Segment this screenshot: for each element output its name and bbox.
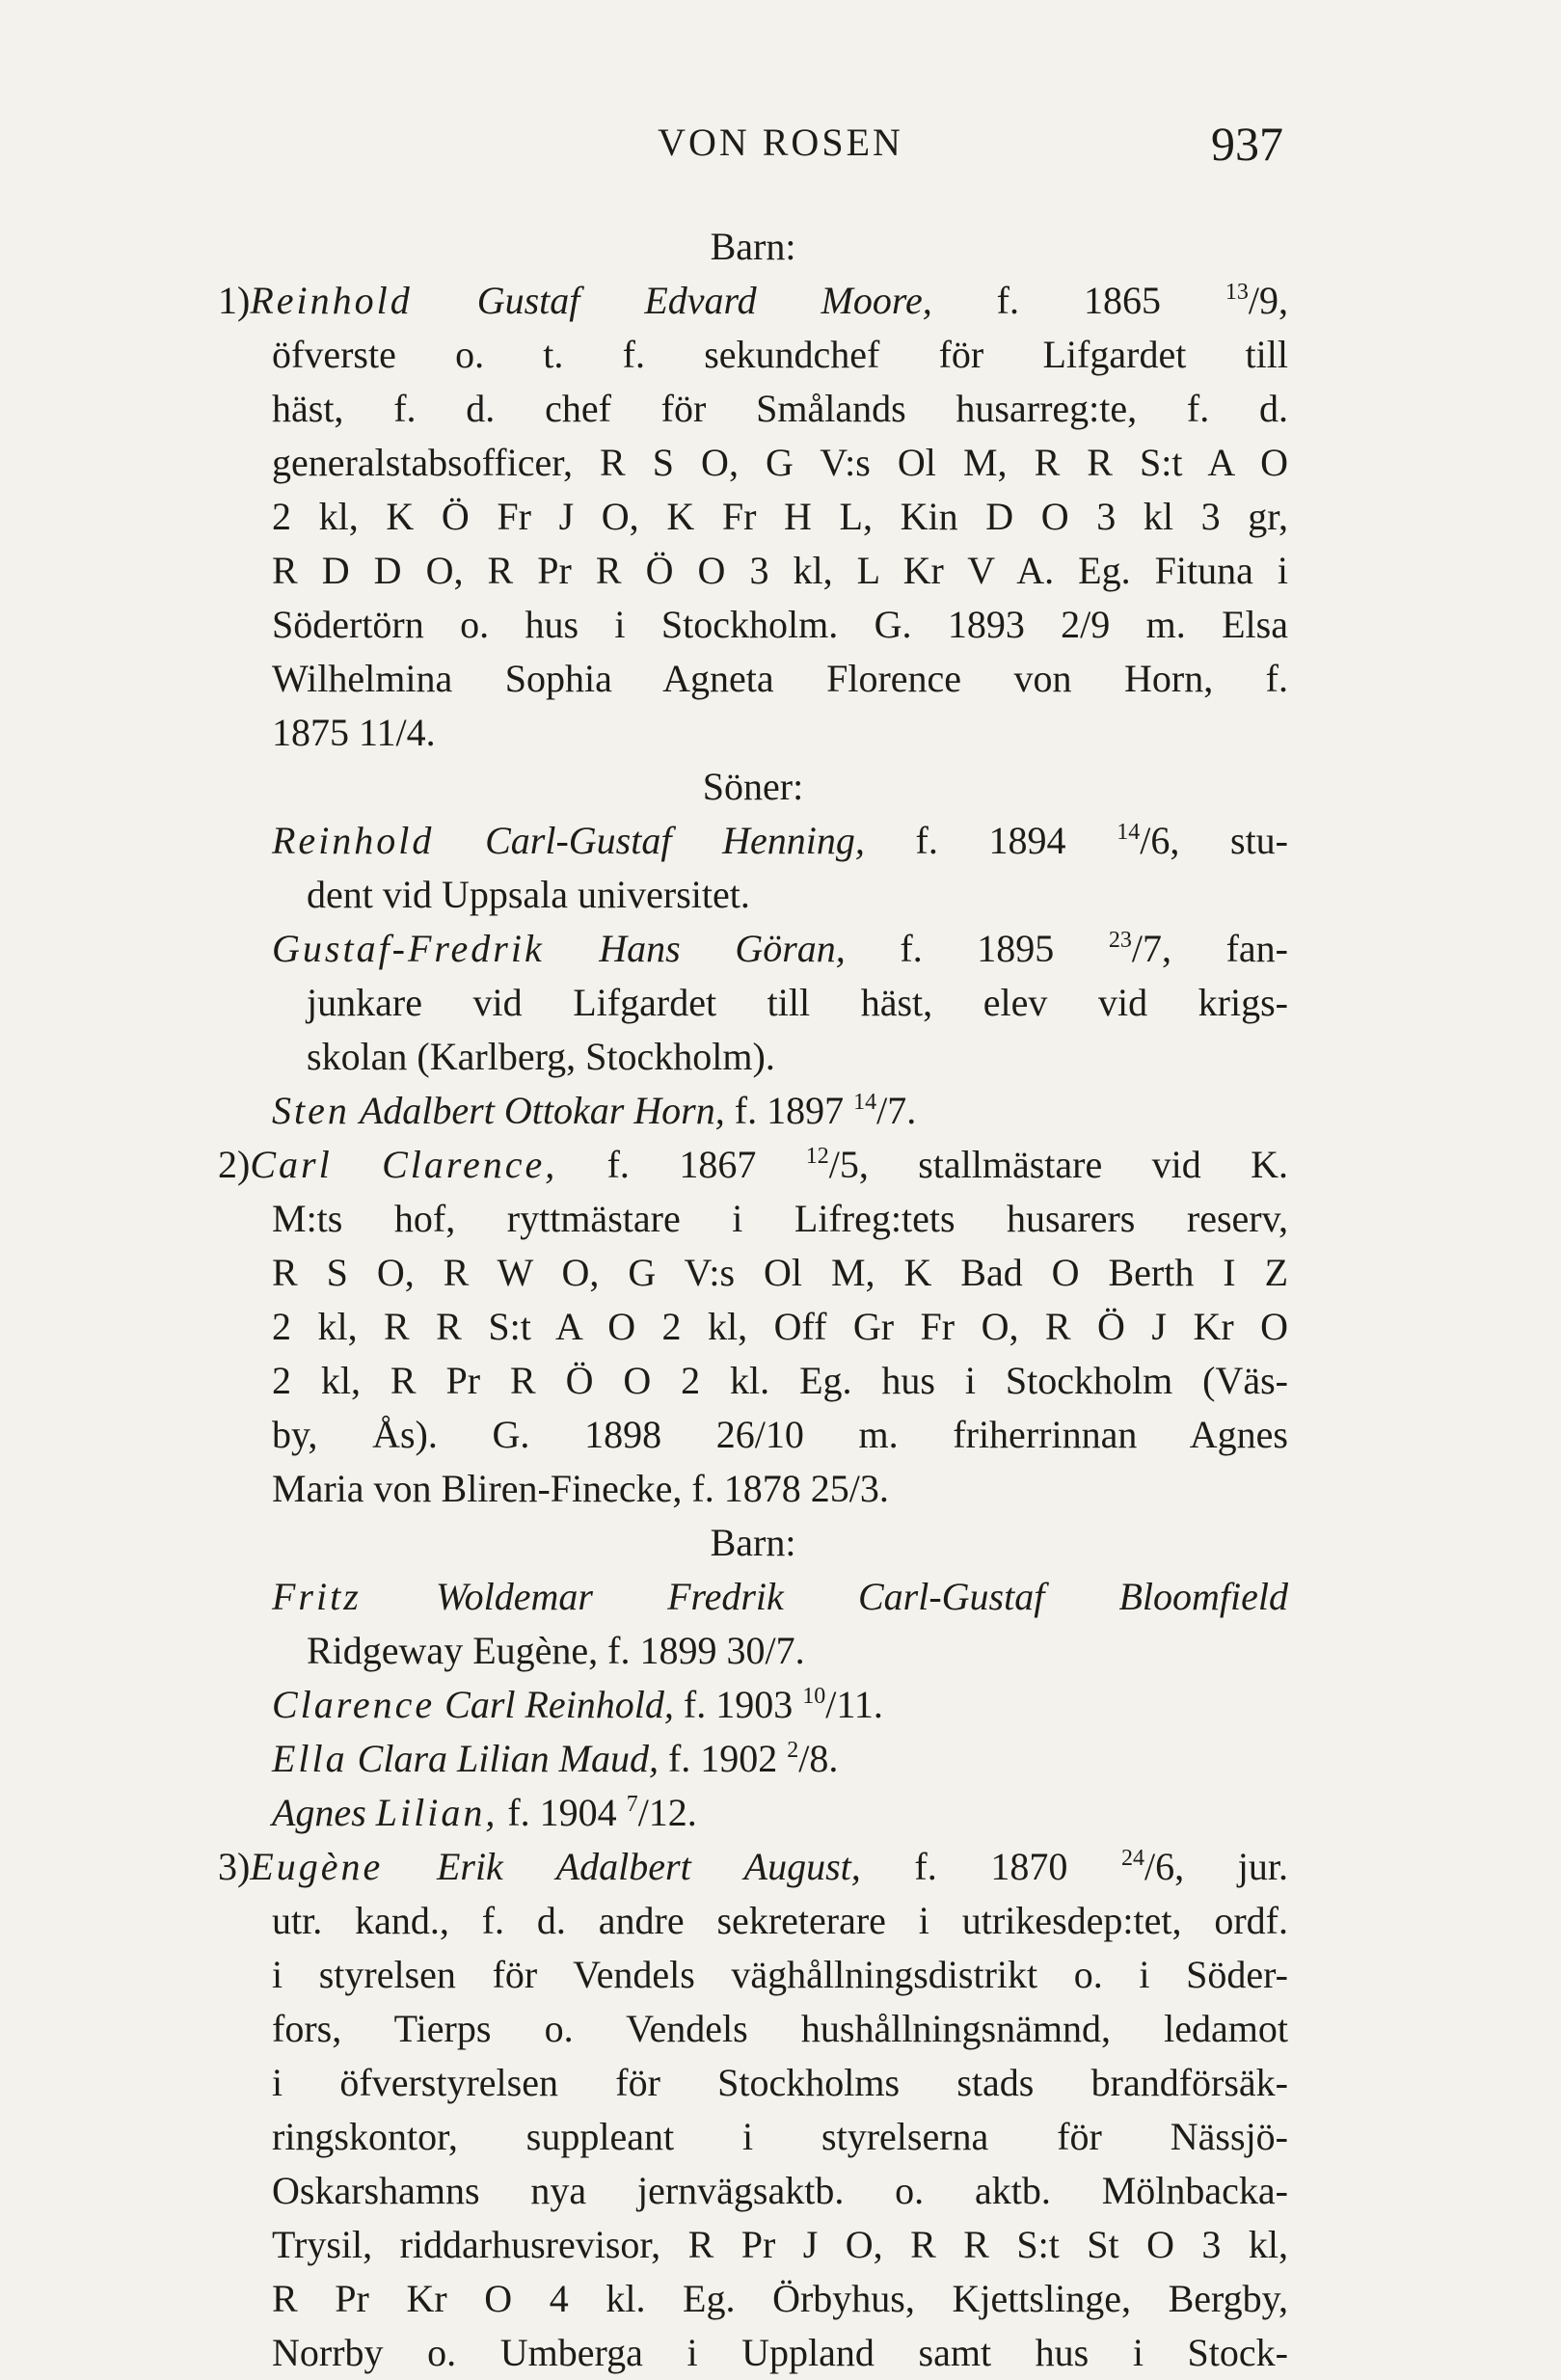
- person-given-names: Woldemar Fredrik Carl-Gustaf Bloomfield: [435, 1575, 1289, 1618]
- entry-line: 2 kl, R Pr R Ö O 2 kl. Eg. hus i Stockholm (Väs-: [272, 1359, 1288, 1402]
- birth-month: /9,: [1248, 279, 1289, 322]
- birth-month: /6, stu-: [1140, 819, 1288, 862]
- birth-day: 12: [805, 1144, 829, 1169]
- entry-line: i öfverstyrelsen för Stockholms stads brandförsäk-: [272, 2061, 1288, 2104]
- child-1-heading: [218, 1570, 1288, 1624]
- birth-month: /12.: [637, 1791, 697, 1834]
- running-title: VON ROSEN: [658, 121, 903, 164]
- birth-day: 14: [1117, 820, 1141, 845]
- entry-marker: 2): [218, 1143, 251, 1186]
- birth-date: f. 1865: [996, 279, 1161, 322]
- entry-line: häst, f. d. chef för Smålands husarreg:te, f. d.: [272, 387, 1288, 430]
- child-2-heading: [218, 1678, 1288, 1732]
- person-given-names: Clarence,: [382, 1143, 558, 1186]
- birth-month: /11.: [825, 1683, 883, 1726]
- section-heading-barn: Barn:: [710, 1521, 796, 1564]
- entry-line: ringskontor, suppleant i styrelserna för Nässjö-: [272, 2115, 1288, 2158]
- birth-date: f. 1897: [734, 1089, 845, 1132]
- entry-line: R D D O, R Pr R Ö O 3 kl, L Kr V A. Eg. Fituna i: [272, 549, 1288, 592]
- entry-line: Oskarshamns nya jernvägsaktb. o. aktb. Mölnbacka-: [272, 2169, 1288, 2212]
- entry-line: skolan (Karlberg, Stockholm).: [307, 1035, 775, 1078]
- birth-day: 13: [1225, 280, 1249, 305]
- son-2-heading: [218, 922, 1288, 976]
- person-given-names: Carl-Gustaf Henning,: [485, 819, 865, 862]
- page-header: [0, 116, 1561, 174]
- birth-date: f. 1895: [900, 927, 1055, 970]
- genealogy-text: [218, 220, 1288, 2380]
- birth-day: 10: [802, 1684, 826, 1709]
- entry-line: Södertörn o. hus i Stockholm. G. 1893 2/9 m. Elsa: [272, 603, 1288, 646]
- entry-1-heading: [218, 274, 1288, 328]
- entry-line: 1875 11/4.: [272, 711, 436, 754]
- person-given-names: Erik Adalbert August,: [436, 1845, 861, 1888]
- entry-3-heading: [218, 1840, 1288, 1894]
- person-name: Reinhold: [272, 819, 435, 862]
- entry-line: junkare vid Lifgardet till häst, elev vid krigs-: [307, 981, 1288, 1024]
- birth-day: 23: [1108, 928, 1132, 953]
- birth-day: 2: [787, 1738, 799, 1763]
- birth-month: /7, fan-: [1131, 927, 1289, 970]
- person-given-names: Carl Reinhold,: [444, 1683, 674, 1726]
- person-given-names: Adalbert Ottokar Horn,: [359, 1089, 725, 1132]
- entry-line: Maria von Bliren-Finecke, f. 1878 25/3.: [272, 1467, 889, 1510]
- entry-line: R S O, R W O, G V:s Ol M, K Bad O Berth I Z: [272, 1251, 1288, 1294]
- person-name: Fritz: [272, 1575, 362, 1618]
- person-name: Eugène: [250, 1845, 384, 1888]
- entry-line: öfverste o. t. f. sekundchef för Lifgardet till: [272, 333, 1288, 376]
- entry-marker: 1): [218, 279, 251, 322]
- entry-line: M:ts hof, ryttmästare i Lifreg:tets husarers reserv,: [272, 1197, 1288, 1240]
- person-name: Carl: [250, 1143, 333, 1186]
- entry-2-heading: [218, 1138, 1288, 1192]
- person-name: Sten: [272, 1089, 350, 1132]
- person-given-names: Lilian,: [375, 1791, 498, 1834]
- person-name: Reinhold: [250, 279, 413, 322]
- page-number: 937: [1211, 117, 1283, 171]
- son-1-heading: [218, 814, 1288, 868]
- birth-date: f. 1903: [683, 1683, 794, 1726]
- person-given-names: Hans Göran,: [599, 927, 846, 970]
- entry-line: Wilhelmina Sophia Agneta Florence von Horn, f.: [272, 657, 1288, 700]
- birth-day: 7: [626, 1792, 638, 1817]
- child-4-heading: [218, 1786, 1288, 1840]
- section-heading-soner: Söner:: [702, 765, 804, 808]
- person-name: Agnes: [272, 1791, 366, 1834]
- entry-line: Ridgeway Eugène, f. 1899 30/7.: [307, 1629, 805, 1672]
- entry-line: Norrby o. Umberga i Uppland samt hus i Stock-: [272, 2331, 1288, 2374]
- entry-line: R Pr Kr O 4 kl. Eg. Örbyhus, Kjettslinge, Bergby,: [272, 2277, 1288, 2320]
- entry-line: utr. kand., f. d. andre sekreterare i utrikesdep:tet, ordf.: [272, 1899, 1288, 1942]
- birth-date: f. 1904: [507, 1791, 617, 1834]
- birth-date: f. 1894: [915, 819, 1066, 862]
- entry-line: dent vid Uppsala universitet.: [307, 873, 750, 916]
- birth-day: 24: [1121, 1846, 1145, 1871]
- birth-month: /5, stallmästare vid K.: [828, 1143, 1289, 1186]
- person-name: Ella: [272, 1737, 348, 1780]
- son-3-heading: [218, 1084, 1288, 1138]
- birth-month: /8.: [798, 1737, 839, 1780]
- birth-date: f. 1902: [667, 1737, 778, 1780]
- birth-month: /7.: [876, 1089, 917, 1132]
- entry-line: generalstabsofficer, R S O, G V:s Ol M, R R S:t A O: [272, 441, 1288, 484]
- entry-line: by, Ås). G. 1898 26/10 m. friherrinnan Agnes: [272, 1413, 1288, 1456]
- person-given-names: Gustaf Edvard Moore,: [476, 279, 932, 322]
- entry-marker: 3): [218, 1845, 251, 1888]
- entry-line: i styrelsen för Vendels väghållningsdistrikt o. i Söder-: [272, 1953, 1288, 1996]
- birth-date: f. 1867: [606, 1143, 757, 1186]
- entry-line: fors, Tierps o. Vendels hushållningsnämnd, ledamot: [272, 2007, 1288, 2050]
- person-given-names: Clara Lilian Maud,: [357, 1737, 659, 1780]
- entry-line: Trysil, riddarhusrevisor, R Pr J O, R R S:t St O 3 kl,: [272, 2223, 1288, 2266]
- birth-day: 14: [853, 1090, 877, 1115]
- child-3-heading: [218, 1732, 1288, 1786]
- entry-line: 2 kl, K Ö Fr J O, K Fr H L, Kin D O 3 kl 3 gr,: [272, 495, 1288, 538]
- birth-month: /6, jur.: [1144, 1845, 1289, 1888]
- person-name: Gustaf-Fredrik: [272, 927, 545, 970]
- section-heading-barn: Barn:: [710, 225, 796, 268]
- person-name: Clarence: [272, 1683, 436, 1726]
- entry-line: 2 kl, R R S:t A O 2 kl, Off Gr Fr O, R Ö J Kr O: [272, 1305, 1288, 1348]
- birth-date: f. 1870: [914, 1845, 1068, 1888]
